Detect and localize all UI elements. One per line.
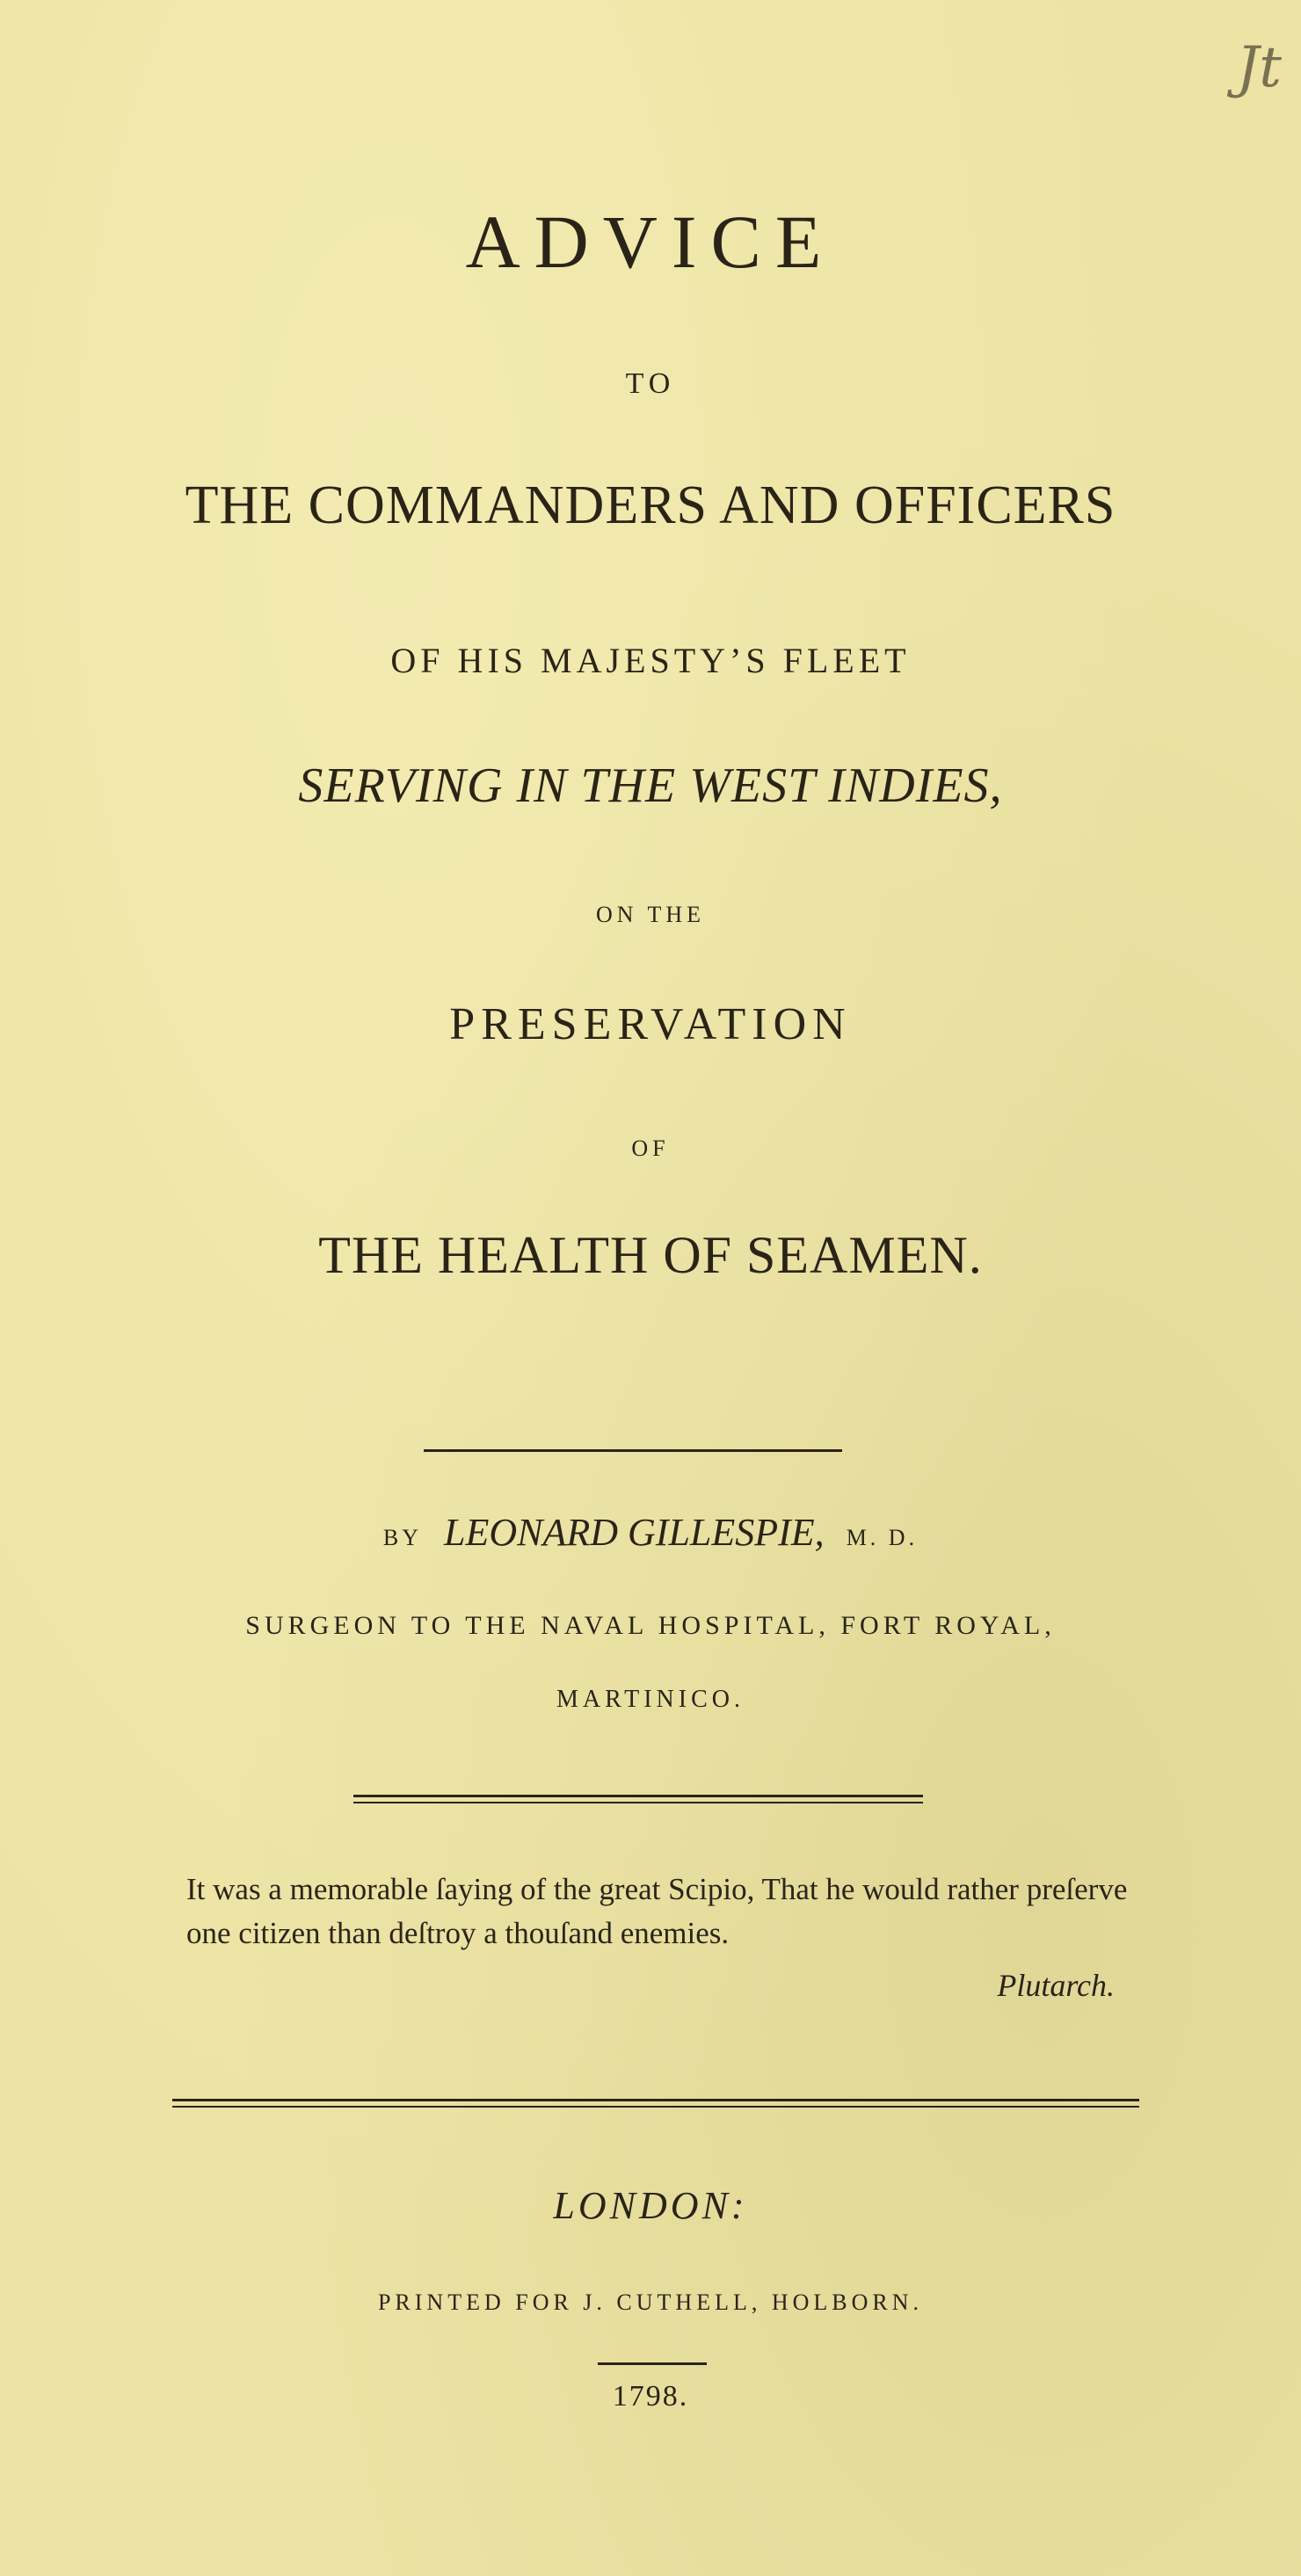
title-commanders: THE COMMANDERS AND OFFICERS xyxy=(185,475,1116,535)
title-of: OF xyxy=(631,1136,670,1161)
title-health: THE HEALTH OF SEAMEN. xyxy=(318,1226,983,1284)
imprint-year: 1798. xyxy=(612,2380,689,2413)
corner-mark: Jt xyxy=(1236,35,1282,100)
imprint-printer: PRINTED FOR J. CUTHELL, HOLBORN. xyxy=(377,2289,924,2315)
title-fleet: OF HIS MAJESTY’S FLEET xyxy=(390,641,911,680)
author-by: BY xyxy=(382,1525,423,1550)
divider-rule xyxy=(424,1449,842,1452)
author-name: LEONARD GILLESPIE, xyxy=(444,1511,825,1554)
title-on-the: ON THE xyxy=(595,902,706,927)
title-advice: ADVICE xyxy=(465,200,836,284)
divider-rule xyxy=(172,2099,1139,2101)
epigraph-attribution: Plutarch. xyxy=(997,1968,1115,2003)
divider-rule xyxy=(353,1795,923,1797)
author-place: MARTINICO. xyxy=(556,1686,745,1713)
author-line xyxy=(0,1510,1301,1555)
author-position: SURGEON TO THE NAVAL HOSPITAL, FORT ROYAL, xyxy=(245,1611,1056,1640)
divider-rule xyxy=(598,2362,707,2365)
title-serving: SERVING IN THE WEST INDIES, xyxy=(298,758,1003,813)
author-degree: M. D. xyxy=(846,1525,919,1550)
divider-rule xyxy=(353,1802,923,1803)
divider-rule xyxy=(172,2106,1139,2108)
epigraph-text: It was a memorable ſaying of the great Scipio, That he would rather preſerve one citizen than deſtroy a thouſand enemies. xyxy=(186,1872,1128,1950)
imprint-city: LONDON: xyxy=(553,2184,748,2227)
title-preservation: PRESERVATION xyxy=(449,999,852,1049)
title-to: TO xyxy=(625,367,676,400)
